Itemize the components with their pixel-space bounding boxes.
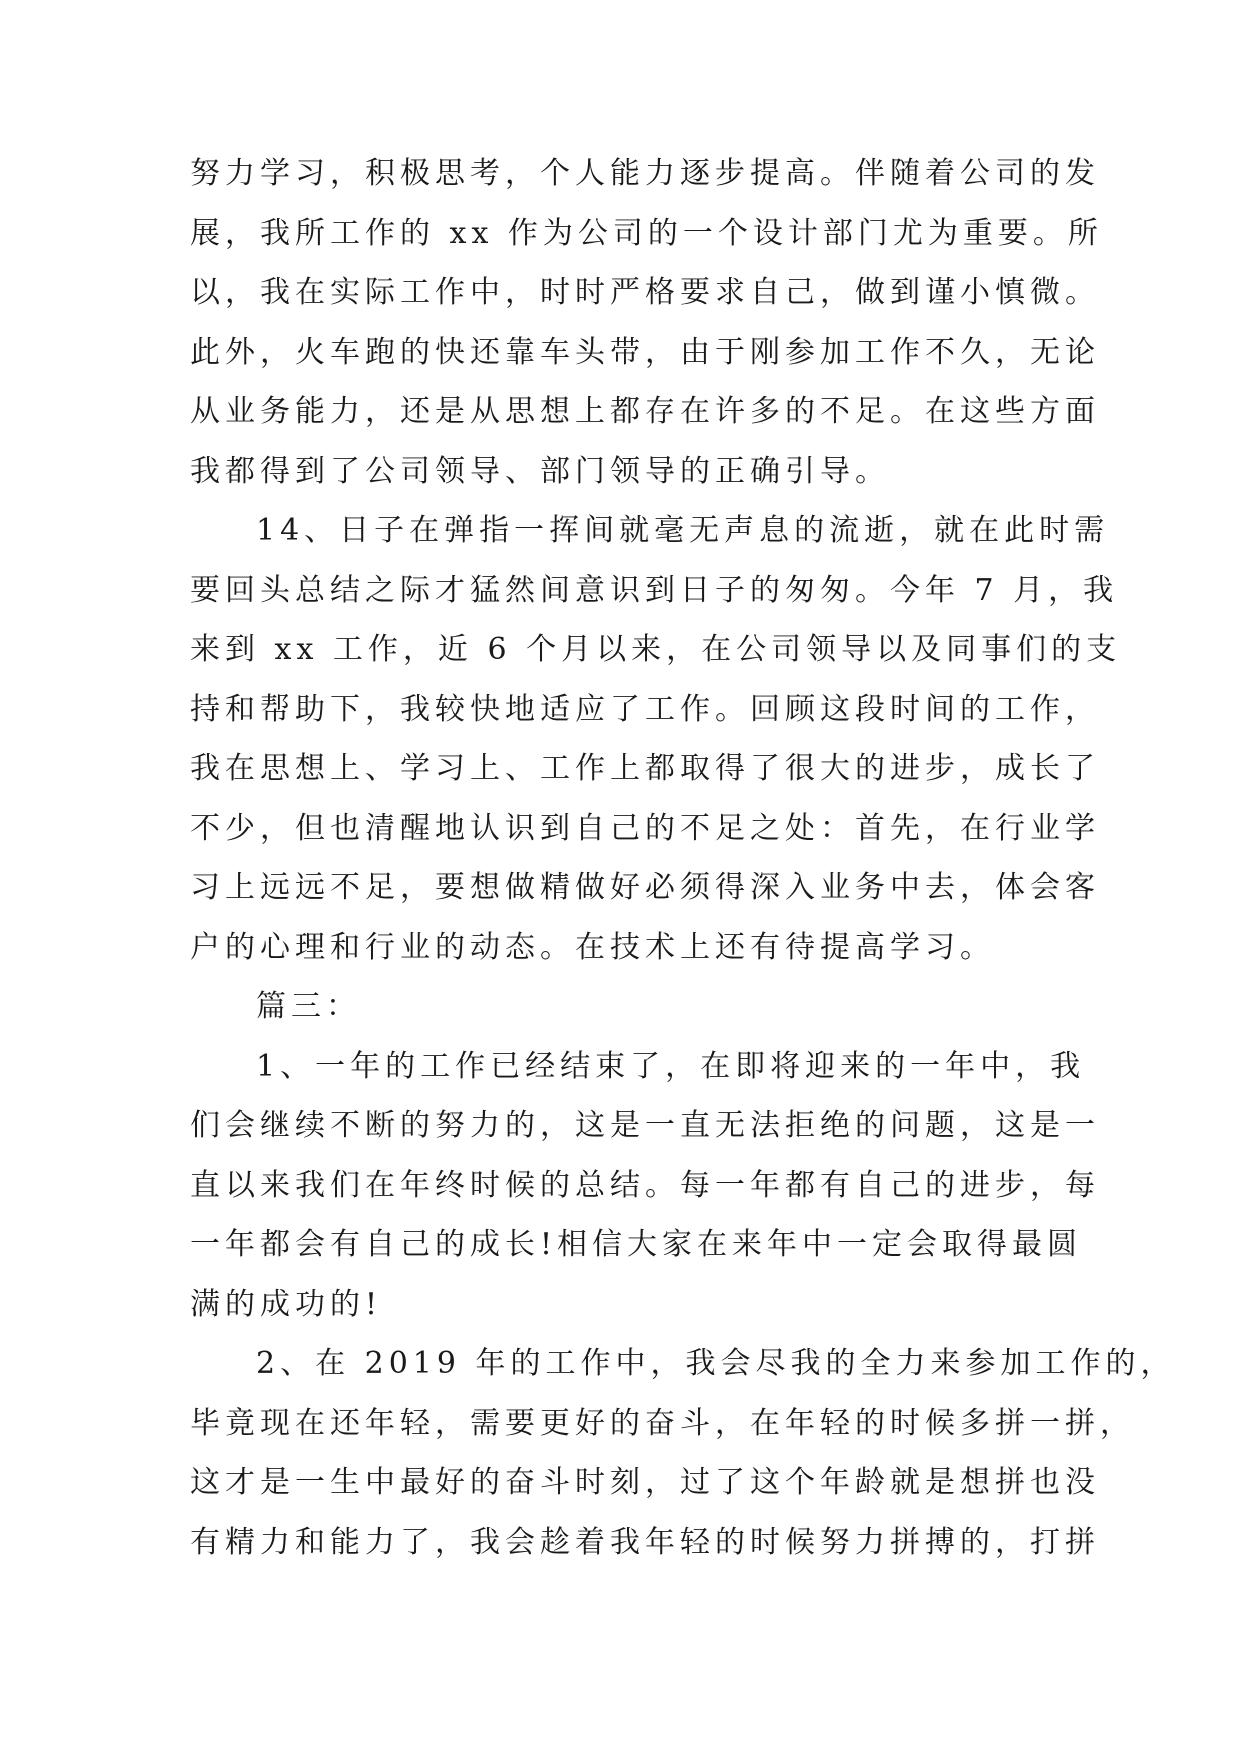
paragraph-start-line: 14、日子在弹指一挥间就毫无声息的流逝，就在此时需 bbox=[256, 513, 1110, 548]
text-line: 这才是一生中最好的奋斗时刻，过了这个年龄就是想拼也没 bbox=[190, 1465, 1100, 1500]
text-line: 以，我在实际工作中，时时严格要求自己，做到谨小慎微。 bbox=[190, 275, 1100, 310]
text-line: 不少，但也清醒地认识到自己的不足之处：首先，在行业学 bbox=[190, 810, 1100, 846]
text-line: 习上远远不足，要想做精做好必须得深入业务中去，体会客 bbox=[190, 870, 1100, 905]
text-line: 户的心理和行业的动态。在技术上还有待提高学习。 bbox=[190, 929, 995, 965]
text-line: 来到 xx 工作，近 6 个月以来，在公司领导以及同事们的支 bbox=[190, 632, 1122, 667]
text-line: 展，我所工作的 xx 作为公司的一个设计部门尤为重要。所 bbox=[190, 215, 1103, 251]
text-line: 满的成功的! bbox=[190, 1286, 383, 1322]
text-line: 毕竟现在还年轻，需要更好的奋斗，在年轻的时候多拼一拼， bbox=[190, 1405, 1135, 1441]
body-text bbox=[190, 144, 1176, 1572]
text-line: 要回头总结之际才猛然间意识到日子的匆匆。今年 7 月，我 bbox=[190, 572, 1119, 608]
text-line: 持和帮助下，我较快地适应了工作。回顾这段时间的工作， bbox=[190, 691, 1100, 727]
text-line: 一年都会有自己的成长!相信大家在来年中一定会取得最圆 bbox=[190, 1227, 1083, 1262]
text-line: 们会继续不断的努力的，这是一直无法拒绝的问题，这是一 bbox=[190, 1108, 1100, 1143]
section-heading: 篇三： bbox=[256, 989, 361, 1024]
text-line: 从业务能力，还是从思想上都存在许多的不足。在这些方面 bbox=[190, 394, 1100, 429]
text-line: 我在思想上、学习上、工作上都取得了很大的进步，成长了 bbox=[190, 751, 1100, 786]
text-line: 我都得到了公司领导、部门领导的正确引导。 bbox=[190, 453, 890, 489]
paragraph-start-line: 1、一年的工作已经结束了，在即将迎来的一年中，我 bbox=[256, 1048, 1086, 1084]
text-line: 此外，火车跑的快还靠车头带，由于刚参加工作不久，无论 bbox=[190, 334, 1100, 370]
text-line: 有精力和能力了，我会趁着我年轻的时候努力拼搏的，打拼 bbox=[190, 1524, 1100, 1560]
paragraph-start-line: 2、在 2019 年的工作中，我会尽我的全力来参加工作的， bbox=[256, 1346, 1176, 1381]
text-line: 直以来我们在年终时候的总结。每一年都有自己的进步，每 bbox=[190, 1167, 1100, 1203]
text-line: 努力学习，积极思考，个人能力逐步提高。伴随着公司的发 bbox=[190, 156, 1100, 191]
